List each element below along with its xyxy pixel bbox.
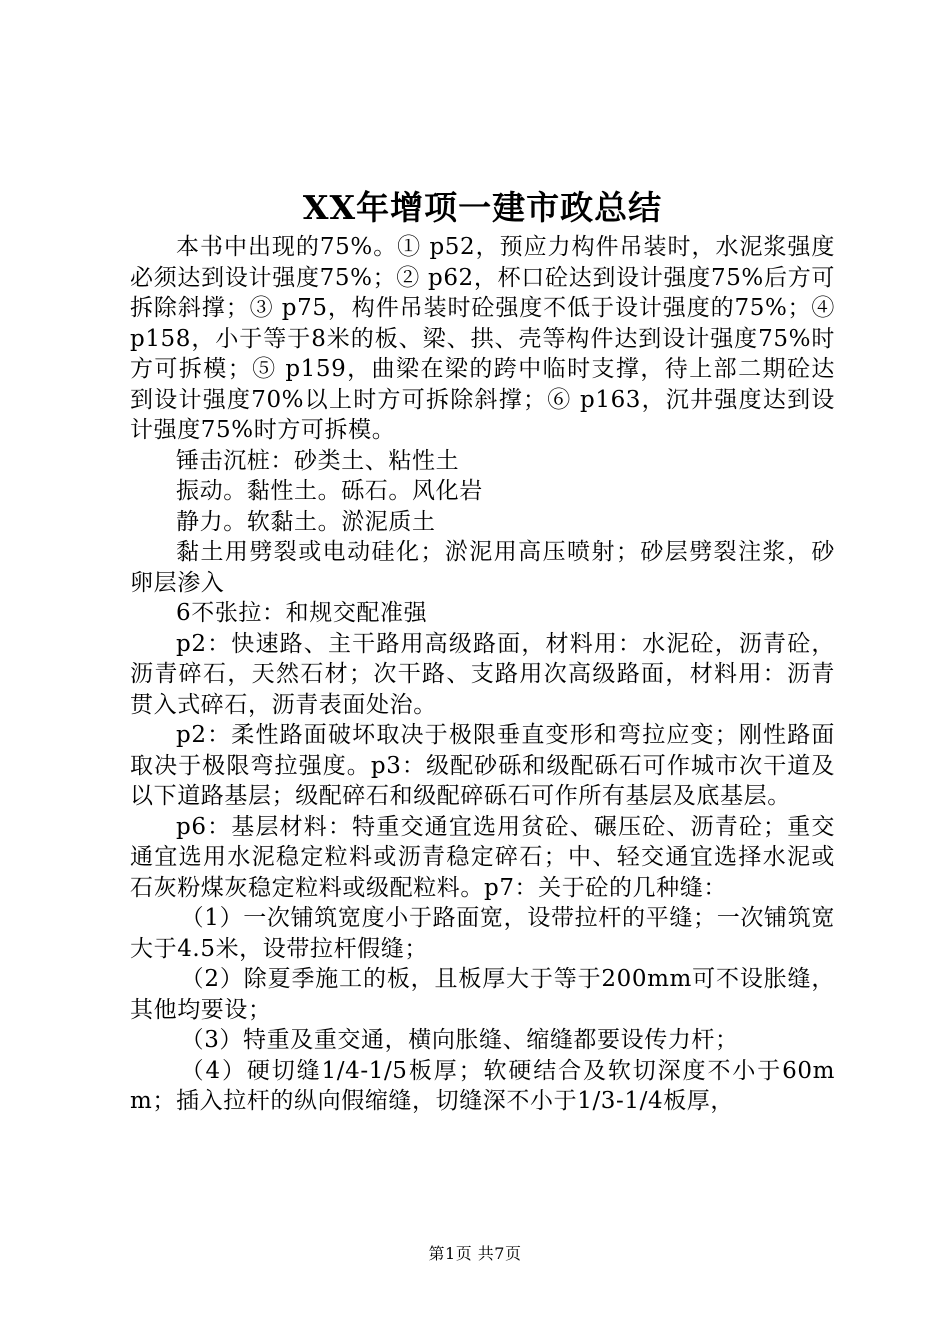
paragraph-vibration-piling: 振动。黏性土。砾石。风化岩 <box>176 478 483 504</box>
paragraph-no-tensioning: 6不张拉：和规交配准强 <box>176 600 428 626</box>
paragraph-grouting-methods: 黏土用劈裂或电动硅化；淤泥用高压喷射；砂层劈裂注浆，砂卵层渗入 <box>130 539 835 596</box>
paragraph-joint-item-3: （3）特重及重交通，横向胀缝、缩缝都要设传力杆； <box>180 1027 739 1053</box>
paragraph-hammer-piling: 锤击沉桩：砂类土、粘性土 <box>176 447 460 474</box>
paragraph-joint-item-2: （2）除夏季施工的板，且板厚大于等于200mm可不设胀缝，其他均要设； <box>130 966 835 1023</box>
paragraph-p2-p3-pavement-failure: p2：柔性路面破坏取决于极限垂直变形和弯拉应变；刚性路面取决于极限弯拉强度。p3：级配砂砾和级配砾石可作城市次干道及以下道路基层；级配碎石和级配碎砾石可作所有基层及底基层。 <box>130 722 835 809</box>
paragraph-75-percent-summary: 本书中出现的75%。① p52，预应力构件吊装时，水泥浆强度必须达到设计强度75%；② p62，杯口砼达到设计强度75%后方可拆除斜撑；③ p75，构件吊装时砼强度不低于设计强度的75%；④ p158，小于等于8米的板、梁、拱、壳等构件达到设计强度75%时方可拆模；⑤ p159，曲梁在梁的跨中临时支撑，待上部二期砼达到设计强度70%以上时方可拆除斜撑；⑥ p163，沉井强度达到设计强度75%时方可拆模。 <box>130 234 835 443</box>
paragraph-p6-p7-base-materials: p6：基层材料：特重交通宜选用贫砼、碾压砼、沥青砼；重交通宜选用水泥稳定粒料或沥青稳定碎石；中、轻交通宜选择水泥或石灰粉煤灰稳定粒料或级配粒料。p7：关于砼的几种缝： <box>130 813 835 901</box>
document-body <box>130 232 835 1117</box>
page-number-footer: 第1页 共7页 <box>428 1244 522 1263</box>
paragraph-static-piling: 静力。软黏土。淤泥质土 <box>176 508 436 535</box>
paragraph-joint-item-1: （1）一次铺筑宽度小于路面宽，设带拉杆的平缝；一次铺筑宽大于4.5米，设带拉杆假缝； <box>130 905 835 962</box>
paragraph-joint-item-4: （4）硬切缝1/4-1/5板厚；软硬结合及软切深度不小于60mm；插入拉杆的纵向假缩缝，切缝深不小于1/3-1/4板厚， <box>130 1057 835 1114</box>
document-title: XX年增项一建市政总结 <box>302 188 663 227</box>
paragraph-p2-pavement-grades: p2：快速路、主干路用高级路面，材料用：水泥砼，沥青砼，沥青碎石，天然石材；次干路、支路用次高级路面，材料用：沥青贯入式碎石，沥青表面处治。 <box>130 630 835 718</box>
document-page <box>130 0 835 1344</box>
